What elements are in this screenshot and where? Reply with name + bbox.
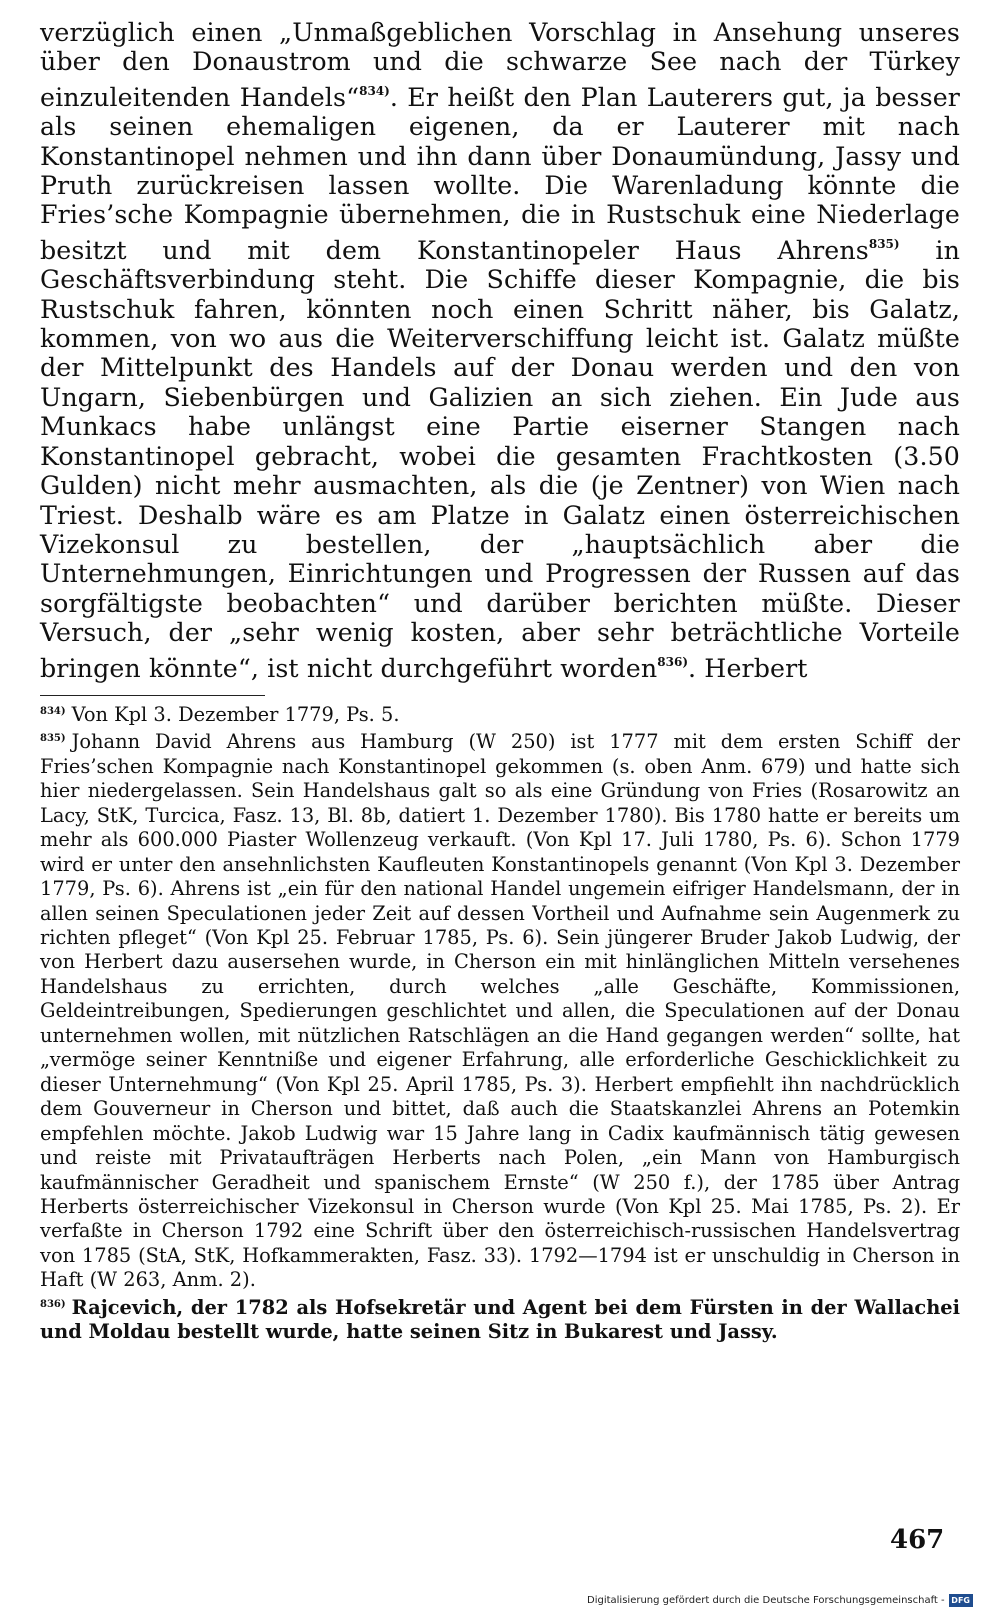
footnote-marker: 836) xyxy=(40,1298,66,1310)
body-text-3: in Geschäftsverbindung steht. Die Schiffe dieser Kompagnie, die bis Rustschuk fahren, könnten noch einen Schritt näher, bis Galatz, kommen, von wo aus die Weiterverschiffung leicht ist. Galatz müßte der Mittelpunkt des Handels auf der Donau werden und den von Ungarn, Siebenbürgen und Galizien an sich ziehen. Ein Jude aus Munkacs habe unlängst eine Partie eiserner Stangen nach Konstantinopel gebracht, wobei die gesamten Frachtkosten (3.50 Gulden) nicht mehr ausmachten, als die (je Zentner) von Wien nach Triest. Deshalb wäre es am Platze in Galatz einen österreichischen Vizekonsul zu bestellen, der „hauptsächlich aber die Unternehmungen, Einrichtungen und Progressen der Russen auf das sorgfältigste beobachten“ und darüber berichten müßte. Dieser Versuch, der „sehr wenig kosten, aber sehr beträchtliche Vorteile bringen könnte“, ist nicht durchgeführt worden xyxy=(40,235,960,683)
digitization-credit xyxy=(587,1594,973,1607)
page xyxy=(40,18,960,1345)
footnote-text: Von Kpl 3. Dezember 1779, Ps. 5. xyxy=(71,702,400,726)
footnote-text: Johann David Ahrens aus Hamburg (W 250) ist 1777 mit dem ersten Schiff der Fries’schen Kompagnie nach Konstantinopel gekommen (s. oben Anm. 679) und hatte sich hier niedergelassen. Sein Handelshaus galt so als eine Gründung von Fries (Rosarowitz an Lacy, StK, Turcica, Fasz. 13, Bl. 8b, datiert 1. Dezember 1780). Bis 1780 hatte er bereits um mehr als 600.000 Piaster Wollenzeug verkauft. (Von Kpl 17. Juli 1780, Ps. 6). Schon 1779 wird er unter den ansehnlichsten Kaufleuten Konstantinopels genannt (Von Kpl 3. Dezember 1779, Ps. 6). Ahrens ist „ein für den national Handel ungemein eifriger Handelsmann, der in allen seinen Speculationen jeder Zeit auf dessen Vortheil und Aufnahme sein Augenmerk zu richten pfleget“ (Von Kpl 25. Februar 1785, Ps. 6). Sein jüngerer Bruder Jakob Ludwig, der von Herbert dazu ausersehen wurde, in Cherson ein mit hinlänglichen Mitteln versehenes Handelshaus zu errichten, durch welches „alle Geschäfte, Kommissionen, Geldeintreibungen, Spedierungen geschlichtet und allen, die Speculationen auf der Donau unternehmen wollen, mit nützlichen Ratschlägen an die Hand gegangen werden“ sollte, hat „vermöge seiner Kenntniße und eigener Erfahrung, alle erforderliche Geschicklichkeit zu dieser Unternehmung“ (Von Kpl 25. April 1785, Ps. 3). Herbert empfiehlt ihn nachdrücklich dem Gouverneur in Cherson und bittet, daß auch die Staatskanzlei Ahrens an Potemkin empfehlen möchte. Jakob Ludwig war 15 Jahre lang in Cadix kaufmännisch tätig gewesen und reiste mit Privataufträgen Herberts nach Polen, „ein Mann von Hamburgisch kaufmännischer Geradheit und spanischem Ernste“ (W 250 f.), der 1785 über Antrag Herberts österreichischer Vizekonsul in Cherson wurde (Von Kpl 25. Mai 1785, Ps. 2). Er verfaßte in Cherson 1792 eine Schrift über den österreichisch-russischen Handelsvertrag von 1785 (StA, StK, Hofkammerakten, Fasz. 33). 1792—1794 ist er unschuldig in Cherson in Haft (W 263, Anm. 2). xyxy=(40,730,960,1292)
footnote-ref-834: 834) xyxy=(359,83,390,98)
page-number: 467 xyxy=(890,1525,945,1555)
footnote-834 xyxy=(40,700,960,727)
footnote-marker: 834) xyxy=(40,705,66,717)
footnote-836 xyxy=(40,1293,960,1345)
body-text-4: . Herbert xyxy=(688,653,808,683)
footnote-ref-835: 835) xyxy=(868,236,900,251)
body-text-1: verzüglich einen „Unmaßgeblichen Vorschlag in Ansehung unseres über den Donaustrom und die schwarze See nach der Türkey einzuleitenden Handels“ xyxy=(40,18,960,112)
footnote-835 xyxy=(40,727,960,1292)
footnote-divider xyxy=(40,695,265,696)
credit-text: Digitalisierung gefördert durch die Deutsche Forschungsgemeinschaft - xyxy=(587,1595,945,1606)
body-paragraph xyxy=(40,18,960,683)
footnote-ref-836: 836) xyxy=(657,654,689,669)
footnote-text: Rajcevich, der 1782 als Hofsekretär und Agent bei dem Fürsten in der Wallachei und Moldau bestellt wurde, hatte seinen Sitz in Bukarest und Jassy. xyxy=(40,1295,960,1344)
dfg-logo-icon: DFG xyxy=(949,1594,973,1607)
footnotes xyxy=(40,700,960,1345)
body-text-2: . Er heißt den Plan Lauterers gut, ja besser als seinen ehemaligen eigenen, da er Lauterer mit nach Konstantinopel nehmen und ihn dann über Donaumündung, Jassy und Pruth zurückreisen lassen wollte. Die Warenladung könnte die Fries’sche Kompagnie übernehmen, die in Rustschuk eine Niederlage besitzt und mit dem Konstantinopeler Haus Ahrens xyxy=(40,82,960,265)
footnote-marker: 835) xyxy=(40,733,66,745)
